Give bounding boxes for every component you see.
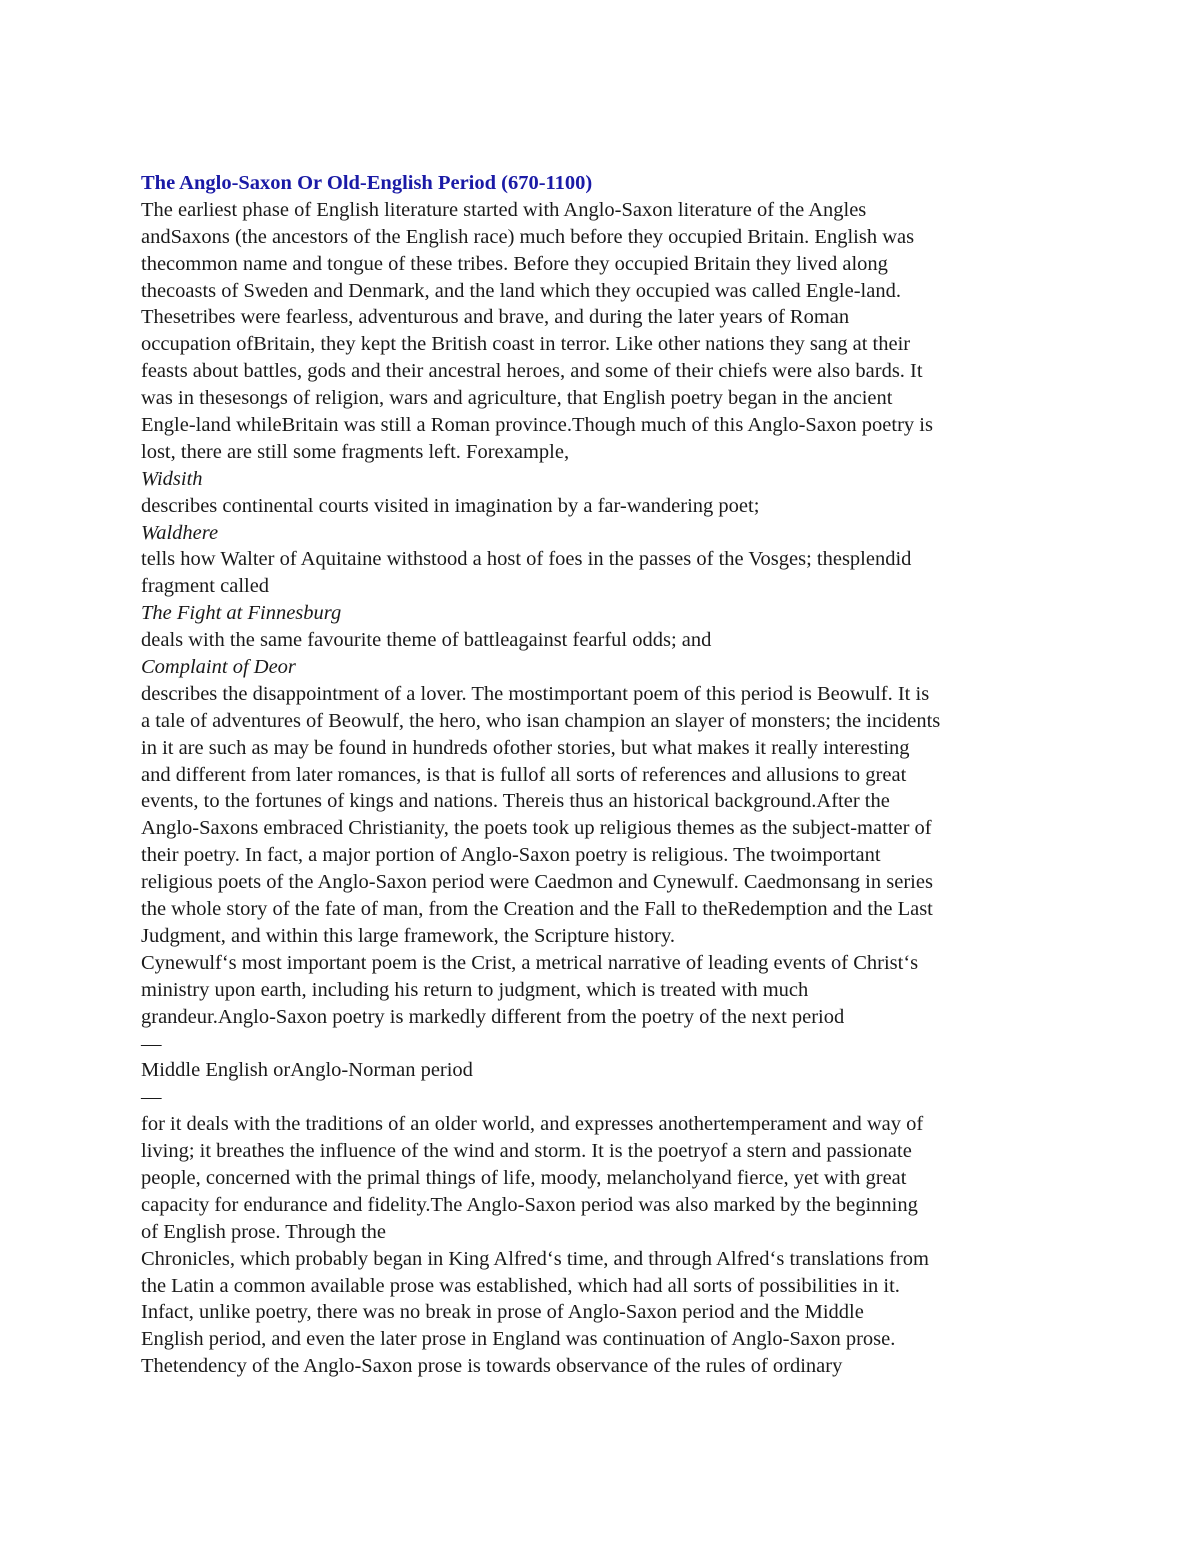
body-line: feasts about battles, gods and their ancestral heroes, and some of their chiefs were also bards. It [141,360,923,383]
body-line: Judgment, and within this large framework, the Scripture history. [141,924,676,947]
body-line: was in thesesongs of religion, wars and agriculture, that English poetry began in the ancient [141,387,893,410]
body-line: for it deals with the traditions of an older world, and expresses anothertemperament and way of [141,1113,924,1136]
body-line: The earliest phase of English literature started with Anglo-Saxon literature of the Angles [141,198,867,221]
poem-title-waldhere: Waldhere [141,521,219,544]
body-line: describes continental courts visited in imagination by a far-wandering poet; [141,494,760,517]
page-title: The Anglo-Saxon Or Old-English Period (670-1100) [141,172,593,194]
body-line: ministry upon earth, including his return to judgment, which is treated with much [141,978,809,1001]
poem-title-deor: Complaint of Deor [141,656,296,679]
body-line: grandeur.Anglo-Saxon poetry is markedly different from the poetry of the next period [141,1005,845,1028]
body-line: of English prose. Through the [141,1220,387,1243]
body-line: deals with the same favourite theme of battleagainst fearful odds; and [141,629,712,652]
body-line: and different from later romances, is that is fullof all sorts of references and allusions to great [141,763,907,786]
body-line: tells how Walter of Aquitaine withstood a host of foes in the passes of the Vosges; thesplendid [141,548,912,571]
body-line: English period, and even the later prose in England was continuation of Anglo-Saxon prose. [141,1328,896,1351]
body-line: people, concerned with the primal things of life, moody, melancholyand fierce, yet with great [141,1166,907,1189]
body-line: Engle-land whileBritain was still a Roman province.Though much of this Anglo-Saxon poetry is [141,414,933,437]
body-line: Thetendency of the Anglo-Saxon prose is towards observance of the rules of ordinary [141,1355,843,1378]
body-line: religious poets of the Anglo-Saxon period were Caedmon and Cynewulf. Caedmonsang in series [141,871,933,894]
document-body [141,170,1071,1380]
body-line: occupation ofBritain, they kept the British coast in terror. Like other nations they sang at their [141,333,911,356]
body-line: andSaxons (the ancestors of the English race) much before they occupied Britain. English was [141,225,915,248]
body-line: Infact, unlike poetry, there was no break in prose of Anglo-Saxon period and the Middle [141,1301,864,1324]
em-dash: — [141,1086,162,1109]
body-line: Chronicles, which probably began in King Alfred‘s time, and through Alfred‘s translations from [141,1247,929,1270]
body-line: describes the disappointment of a lover. The mostimportant poem of this period is Beowulf. It is [141,682,930,705]
body-line: thecommon name and tongue of these tribes. Before they occupied Britain they lived along [141,252,888,275]
body-line: living; it breathes the influence of the wind and storm. It is the poetryof a stern and passionate [141,1140,912,1163]
body-line: a tale of adventures of Beowulf, the hero, who isan champion an slayer of monsters; the incidents [141,709,941,732]
body-line: fragment called [141,575,270,598]
body-line: in it are such as may be found in hundreds ofother stories, but what makes it really interesting [141,736,910,759]
body-line: Thesetribes were fearless, adventurous and brave, and during the later years of Roman [141,306,850,329]
body-line: their poetry. In fact, a major portion of Anglo-Saxon poetry is religious. The twoimportant [141,844,881,867]
body-line: Anglo-Saxons embraced Christianity, the poets took up religious themes as the subject-matter of [141,817,932,840]
body-line: events, to the fortunes of kings and nations. Thereis thus an historical background.After the [141,790,890,813]
em-dash: — [141,1032,162,1055]
poem-title-finnesburg: The Fight at Finnesburg [141,602,342,625]
body-line: Middle English orAnglo-Norman period [141,1059,473,1082]
body-line: Cynewulf‘s most important poem is the Crist, a metrical narrative of leading events of Christ‘s [141,951,919,974]
poem-title-widsith: Widsith [141,467,203,490]
body-line: lost, there are still some fragments left. Forexample, [141,440,570,463]
body-line: the Latin a common available prose was established, which had all sorts of possibilities in it. [141,1274,900,1297]
body-line: the whole story of the fate of man, from the Creation and the Fall to theRedemption and the Last [141,898,933,921]
body-line: capacity for endurance and fidelity.The Anglo-Saxon period was also marked by the beginning [141,1193,918,1216]
body-line: thecoasts of Sweden and Denmark, and the land which they occupied was called Engle-land. [141,279,901,302]
